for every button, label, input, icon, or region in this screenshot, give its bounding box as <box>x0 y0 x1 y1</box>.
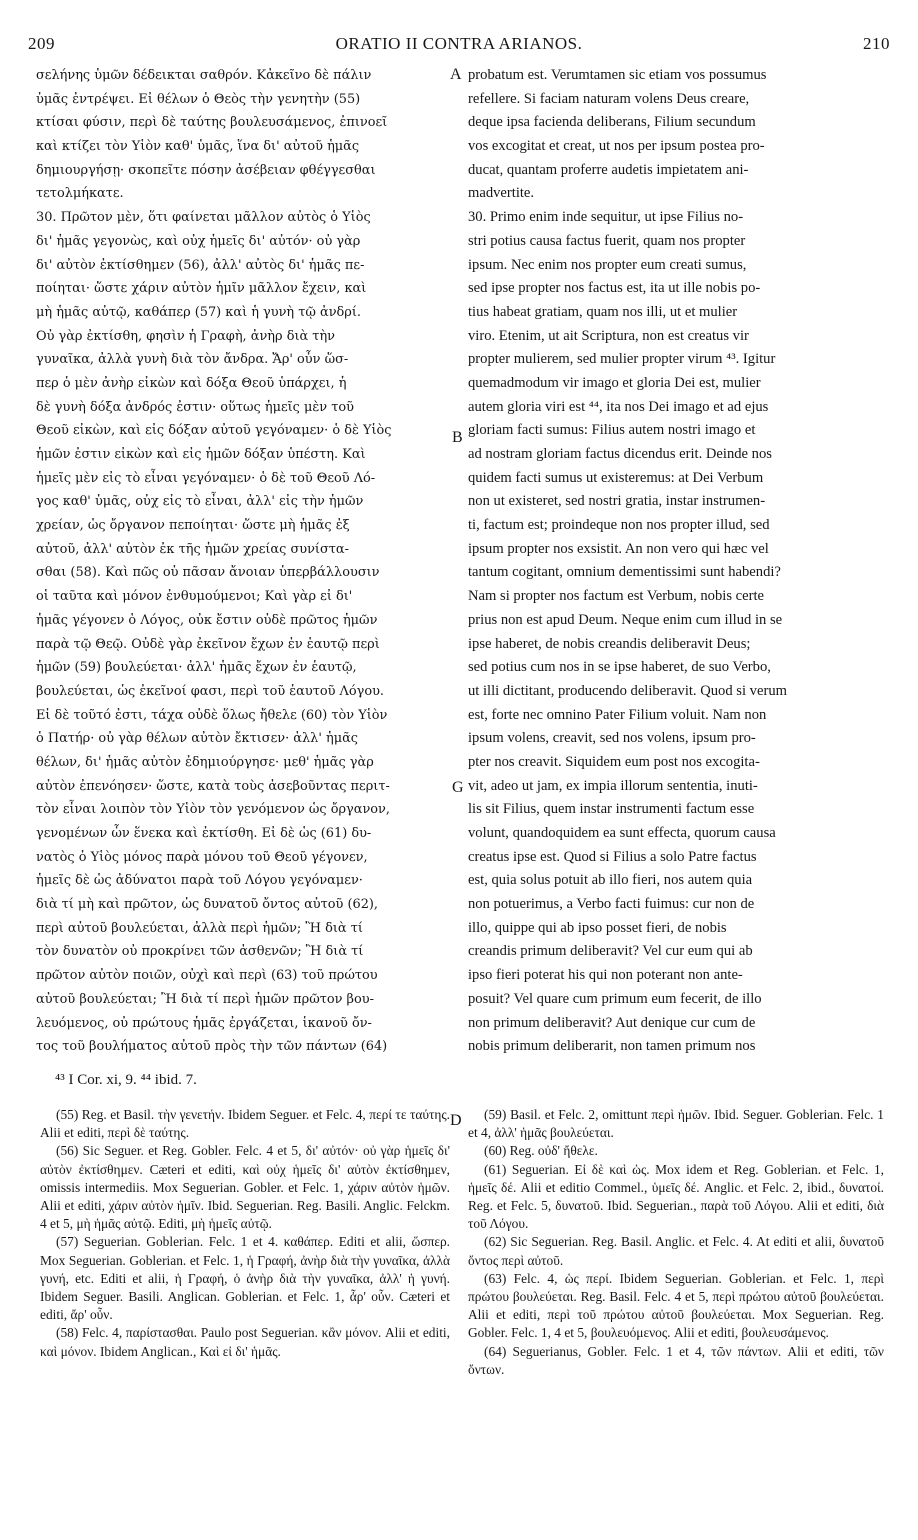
scripture-references: ⁴³ I Cor. xi, 9. ⁴⁴ ibid. 7. <box>55 1072 197 1088</box>
latin-text-line: probatum est. Verumtamen sic etiam vos possumus <box>468 67 767 83</box>
greek-text-line: τὸν εἶναι λοιπὸν τὸν Υἱὸν τὸν γενόμενον ὡς ὄργανον, <box>36 802 390 818</box>
latin-text-line: sed potius cum nos in se ipse haberet, de suo Verbo, <box>468 659 771 676</box>
greek-text-line: τὸν δυνατὸν οὐ προκρίνει τῶν ἀσθενῶν; Ἢ διὰ τί <box>36 944 364 960</box>
footnote-entry: (55) Reg. et Basil. τὴν γενετήν. Ibidem Seguer. et Felc. 4, περί τε ταύτης. Alii et editi, περὶ δὲ ταύτης. <box>40 1107 450 1141</box>
latin-text-line: nobis primum deliberarit, non tamen primum nos <box>468 1038 756 1055</box>
page-number-left: 209 <box>28 34 55 53</box>
latin-text-line: Nam si propter nos factum est Verbum, nobis certe <box>468 588 764 605</box>
greek-text-line: νατὸς ὁ Υἱὸς μόνος παρὰ μόνου τοῦ Θεοῦ γέγονεν, <box>36 849 368 865</box>
greek-text-line: γυναῖκα, ἀλλὰ γυνὴ διὰ τὸν ἄνδρα. Ἄρ' οὖν ὥσ- <box>36 352 349 368</box>
greek-text-line: αὐτὸν ἐπενόησεν· ὥστε, κατὰ τοὺς ἀσεβοῦντας περιτ- <box>36 778 390 794</box>
latin-text-column <box>468 64 884 1059</box>
greek-text-line: ὁ Πατήρ· οὐ γὰρ θέλων αὐτὸν ἔκτισεν· ἀλλ' ἡμᾶς <box>36 731 359 747</box>
footnote-entry: (64) Seguerianus, Gobler. Felc. 1 et 4, τῶν πάντων. Alii et editi, τῶν ὄντων. <box>468 1343 884 1377</box>
latin-text-line: creandis primum deliberavit? Vel cur eum qui ab <box>468 943 753 960</box>
latin-text-line: est, quia solus potuit ab illo fieri, nos autem quia <box>468 872 753 889</box>
footnote-entry: (58) Felc. 4, παρίστασθαι. Paulo post Seguerian. κἂν μόνον. Alii et editi, καὶ μόνον. Ibidem Anglican., Καὶ εἰ δι' ἡμᾶς. <box>40 1325 450 1359</box>
greek-text-line: καὶ κτίζει τὸν Υἱὸν καθ' ὑμᾶς, ἵνα δι' αὐτοῦ ἡμᾶς <box>36 139 360 155</box>
greek-text-line: Θεοῦ εἰκὼν, καὶ εἰς δόξαν αὐτοῦ γεγόναμεν· ὁ δὲ Υἱὸς <box>36 423 392 439</box>
latin-text-line: vos excogitat et creat, ut nos per ipsum postea pro- <box>468 138 765 155</box>
greek-text-line: γενομένων ὧν ἕνεκα καὶ ἐκτίσθη. Εἰ δὲ ὡς (61) δυ- <box>36 826 372 841</box>
greek-text-line: περὶ αὐτοῦ βουλεύεται, ἀλλὰ περὶ ἡμῶν; Ἢ διὰ τί <box>36 920 363 936</box>
greek-text-line: ἡμῶν (59) βουλεύεται· ἀλλ' ἡμᾶς ἔχων ἐν ἑαυτῷ, <box>36 660 357 676</box>
latin-text-line: ipsum propter nos exsistit. An non vero qui hæc vel <box>468 540 769 557</box>
latin-text-line: stri potius causa factus fuerit, quam nos propter <box>468 232 746 249</box>
margin-marker-g: G <box>452 779 464 796</box>
latin-text-line: refellere. Si faciam naturam volens Deus creare, <box>468 90 750 107</box>
latin-text-line: deque ipsa facienda deliberans, Filium secundum <box>468 114 756 131</box>
greek-text-line: χρείαν, ὡς ὄργανον πεποίηται· ὥστε μὴ ἡμᾶς ἐξ <box>36 518 350 534</box>
greek-text-line: ἡμεῖς μὲν εἰς τὸ εἶναι γεγόναμεν· ὁ δὲ τοῦ Θεοῦ Λό- <box>36 470 376 486</box>
latin-text-line: gloriam facti sumus: Filius autem nostri imago et <box>468 422 756 439</box>
latin-text-line: prius non est apud Deum. Neque enim cum illud in se <box>468 611 783 628</box>
latin-text-line: non ut existeret, sed nostri gratia, instar instrumen- <box>468 493 766 510</box>
latin-text-line: ducat, quantam proferre audetis impietatem ani- <box>468 161 749 178</box>
running-header <box>28 34 890 60</box>
latin-text-line: ipse haberet, de nobis creandis deliberavit Deus; <box>468 635 751 652</box>
greek-text-line: δι' ἡμᾶς γεγονὼς, καὶ οὐχ ἡμεῖς δι' αὐτόν· οὐ γὰρ <box>36 233 361 249</box>
greek-text-line: μὴ ἡμᾶς αὐτῷ, καθάπερ (57) καὶ ἡ γυνὴ τῷ ἀνδρί. <box>36 304 362 320</box>
greek-text-line: Εἰ δὲ τοῦτό ἐστι, τάχα οὐδὲ ὅλως ἤθελε (60) τὸν Υἱὸν <box>36 707 388 723</box>
footnote-entry: (61) Seguerian. Εἰ δὲ καὶ ὡς. Mox idem et Reg. Goblerian. et Felc. 1, ἡμεῖς δέ. Alii et editio Commel., ὑμεῖς δέ. Anglic. et Felc. 2, ibid., δυνατοί. Reg. et Felc. 5, δυνατοῦ. Ibid. Seguerian., παρὰ τοῦ Λόγου. Alii et editi, διὰ τοῦ Λόγου. <box>468 1161 884 1232</box>
greek-text-line: παρὰ τῷ Θεῷ. Οὐδὲ γὰρ ἐκεῖνον ἔχων ἐν ἑαυτῷ περὶ <box>36 636 380 652</box>
greek-text-line: ποίηται· ὥστε χάριν αὐτὸν ἡμῖν μᾶλλον ἔχειν, καὶ <box>36 281 367 297</box>
page-number-right: 210 <box>863 34 890 53</box>
greek-text-line: λευόμενος, οὐ πρώτους ἡμᾶς ἐργάζεται, ἱκανοῦ ὄν- <box>36 1015 372 1031</box>
latin-text-line: sed ipse propter nos factus est, ita ut ille nobis po- <box>468 280 761 297</box>
footnote-entry: (57) Seguerian. Goblerian. Felc. 1 et 4. καθάπερ. Editi et alii, ὥσπερ. Mox Seguerian. Goblerian. et Felc. 1, ἡ Γραφή, ἀνὴρ διὰ τὴν γυναῖκα, ἀλλὰ γυνή, etc. Editi et alii, ἡ Γραφή, ὁ ἀνὴρ διὰ τὴν γυναῖκα, ἀλλ' ἡ γυνή. Ibidem Seguer. Basili. Anglican. Goblerian. et Felc. 1, ἆρ' οὖν. Cæteri et editi, ἄρ' οὖν. <box>40 1234 450 1323</box>
greek-text-line: αὐτοῦ βουλεύεται; Ἢ διὰ τί περὶ ἡμῶν πρῶτον βου- <box>36 991 374 1007</box>
running-title: ORATIO II CONTRA ARIANOS. <box>335 34 583 53</box>
greek-text-column <box>36 64 456 1059</box>
greek-text-line: βουλεύεται, ὡς ἐκεῖνοί φασι, περὶ τοῦ ἑαυτοῦ Λόγου. <box>36 683 385 699</box>
footnote-entry: (59) Basil. et Felc. 2, omittunt περὶ ἡμῶν. Ibid. Seguer. Goblerian. Felc. 1 et 4, ἀλλ' ἡμᾶς βουλεύεται. <box>468 1107 884 1141</box>
latin-text-line: volunt, quandoquidem ea sunt effecta, quorum causa <box>468 825 776 841</box>
greek-text-line: 30. Πρῶτον μὲν, ὅτι φαίνεται μᾶλλον αὐτὸς ὁ Υἱὸς <box>36 210 371 226</box>
latin-text-line: 30. Primo enim inde sequitur, ut ipse Filius no- <box>468 209 744 226</box>
latin-text-line: autem gloria viri est ⁴⁴, ita nos Dei imago et ad ejus <box>468 398 769 415</box>
greek-text-line: αὐτοῦ, ἀλλ' αὐτὸν ἐκ τῆς ἡμῶν χρείας συνίστα- <box>36 541 349 557</box>
greek-text-line: Οὐ γὰρ ἐκτίσθη, φησὶν ἡ Γραφὴ, ἀνὴρ διὰ τὴν <box>36 328 336 344</box>
greek-text-line: πρῶτον αὐτὸν ποιῶν, οὐχὶ καὶ περὶ (63) τοῦ πρώτου <box>36 968 378 984</box>
footnote-entry: (63) Felc. 4, ὡς περί. Ibidem Seguerian. Goblerian. et Felc. 1, περὶ πρώτου βουλεύεται. Reg. Basil. Felc. 4 et 5, περὶ πρώτου αὐτοῦ βουλεύεται. Alii et editi, περὶ τοῦ πρώτου αὐτοῦ βουλεύεται. Mox Seguerian. Reg. Gobler. Felc. 1, 4 et 5, βουλευόμενος. Alii et editi, βουλευσάμενος. <box>468 1270 884 1341</box>
latin-text-line: ti, factum est; proindeque non nos propter illud, sed <box>468 517 770 534</box>
footnote-entry: (60) Reg. οὐδ' ἤθελε. <box>484 1143 598 1159</box>
greek-text-line: περ ὁ μὲν ἀνὴρ εἰκὼν καὶ δόξα Θεοῦ ὑπάρχει, ἡ <box>36 375 347 391</box>
margin-marker-d: D <box>450 1112 462 1129</box>
latin-text-line: ipso fieri poterat his qui non poterant non ante- <box>468 967 743 984</box>
footnotes-right-column <box>468 1106 884 1379</box>
latin-text-line: lis sit Filius, quem instar instrumenti factum esse <box>468 801 755 818</box>
footnote-entry: (56) Sic Seguer. et Reg. Gobler. Felc. 4 et 5, δι' αὐτόν· οὐ γὰρ ἡμεῖς δι' αὐτὸν ἐκτίσθημεν. Cæteri et editi, καὶ οὐχ ἡμεῖς δι' αὐτὸν ἐκτίσθημεν, omissis intermediis. Mox Seguerian. Gobler. et Felc. 1, χάριν αὐτὸν ἡμῶν. Alii et editi, χάριν αὐτὸν ἡμῖν. Ibid. Seguerian. Reg. Basili. Anglic. Felckm. 4 et 5, μὴ ἡμᾶς αὐτῷ. Editi, μὴ ἡμεῖς αὐτῷ. <box>40 1143 450 1232</box>
latin-text-line: quidem facti sumus ut existeremus: at Dei Verbum <box>468 469 764 486</box>
greek-text-line: δι' αὐτὸν ἐκτίσθημεν (56), ἀλλ' αὐτὸς δι' ἡμᾶς πε- <box>36 257 365 273</box>
latin-text-line: pter nos creavit. Siquidem eum post nos excogita- <box>468 753 760 770</box>
greek-text-line: ἡμεῖς δὲ ὡς ἀδύνατοι παρὰ τοῦ Λόγου γεγόναμεν· <box>36 873 363 889</box>
latin-text-line: viro. Etenim, ut ait Scriptura, non est creatus vir <box>468 327 749 344</box>
greek-text-line: ἡμᾶς γέγονεν ὁ Λόγος, οὐκ ἔστιν οὐδὲ πρῶτος ἡμῶν <box>36 612 378 628</box>
latin-text-line: non primum deliberavit? Aut denique cur cum de <box>468 1014 756 1031</box>
margin-marker-a: A <box>450 66 462 83</box>
footnotes-left-column <box>40 1106 450 1361</box>
greek-text-line: κτίσαι φύσιν, περὶ δὲ ταύτης βουλευσάμενος, ἐπινοεῖ <box>36 115 388 131</box>
latin-text-line: ad nostram gloriam factus dicendus erit. Deinde nos <box>468 446 772 462</box>
footnote-entry: (62) Sic Seguerian. Reg. Basil. Anglic. et Felc. 4. At editi et alii, δυνατοῦ ὄντος περὶ αὐτοῦ. <box>468 1234 884 1268</box>
greek-text-line: σελήνης ὑμῶν δέδεικται σαθρόν. Κἀκεῖνο δὲ πάλιν <box>36 68 372 83</box>
latin-text-line: propter mulierem, sed mulier propter virum ⁴³. Igitur <box>468 351 776 368</box>
latin-text-line: ipsum volens, creavit, sed nos volens, ipsum pro- <box>468 730 756 747</box>
greek-text-line: ἡμῶν ἐστιν εἰκὼν καὶ εἰς ἡμῶν δόξαν ὑπέστη. Καὶ <box>36 447 366 462</box>
greek-text-line: οἱ ταῦτα καὶ μόνον ἐνθυμούμενοι; Καὶ γὰρ εἰ δι' <box>36 589 353 605</box>
greek-text-line: τος τοῦ βουλήματος αὐτοῦ πρὸς τὴν τῶν πάντων (64) <box>36 1039 388 1055</box>
greek-text-line: ὑμᾶς ἐντρέψει. Εἰ θέλων ὁ Θεὸς τὴν γενητὴν (55) <box>36 91 361 107</box>
latin-text-line: est, forte nec omnino Pater Filium voluit. Nam non <box>468 706 767 723</box>
greek-text-line: γος καθ' ὑμᾶς, οὐχ εἰς τὸ εἶναι, ἀλλ' εἰς τὴν ἡμῶν <box>36 494 364 510</box>
latin-text-line: tantum cogitant, omnium dementissimi sunt habendi? <box>468 564 781 581</box>
greek-text-line: θέλων, δι' ἡμᾶς αὐτὸν ἐδημιούργησε· μεθ' ἡμᾶς γὰρ <box>36 754 374 770</box>
margin-marker-b: B <box>452 429 463 446</box>
greek-text-line: σθαι (58). Καὶ πῶς οὐ πᾶσαν ἄνοιαν ὑπερβάλλουσιν <box>36 565 380 581</box>
latin-text-line: creatus ipse est. Quod si Filius a solo Patre factus <box>468 848 757 865</box>
latin-text-line: vit, adeo ut jam, ex impia illorum sententia, inuti- <box>468 777 758 794</box>
latin-text-line: non potuerimus, a Verbo facti fuimus: cur non de <box>468 896 755 913</box>
latin-text-line: posuit? Vel quare cum primum eum fecerit, de illo <box>468 990 762 1007</box>
latin-text-line: tius habeat gratiam, quam nos illi, ut et mulier <box>468 303 738 320</box>
latin-text-line: quemadmodum vir imago et gloria Dei est, mulier <box>468 374 761 391</box>
greek-text-line: δημιουργήσῃ· σκοπεῖτε πόσην ἀσέβειαν φθέγγεσθαι <box>36 162 376 178</box>
latin-text-line: illo, quippe qui ab ipso posset fieri, de nobis <box>468 919 727 936</box>
greek-text-line: τετολμήκατε. <box>36 186 124 202</box>
latin-text-line: madvertite. <box>468 185 535 202</box>
greek-text-line: διὰ τί μὴ καὶ πρῶτον, ὡς δυνατοῦ ὄντος αὐτοῦ (62), <box>36 897 379 913</box>
latin-text-line: ut illi dictitant, producendo deliberavit. Quod si verum <box>468 682 787 699</box>
greek-text-line: δὲ γυνὴ δόξα ἀνδρός ἐστιν· οὕτως ἡμεῖς μὲν τοῦ <box>36 399 354 415</box>
latin-text-line: ipsum. Nec enim nos propter eum creati sumus, <box>468 256 747 273</box>
